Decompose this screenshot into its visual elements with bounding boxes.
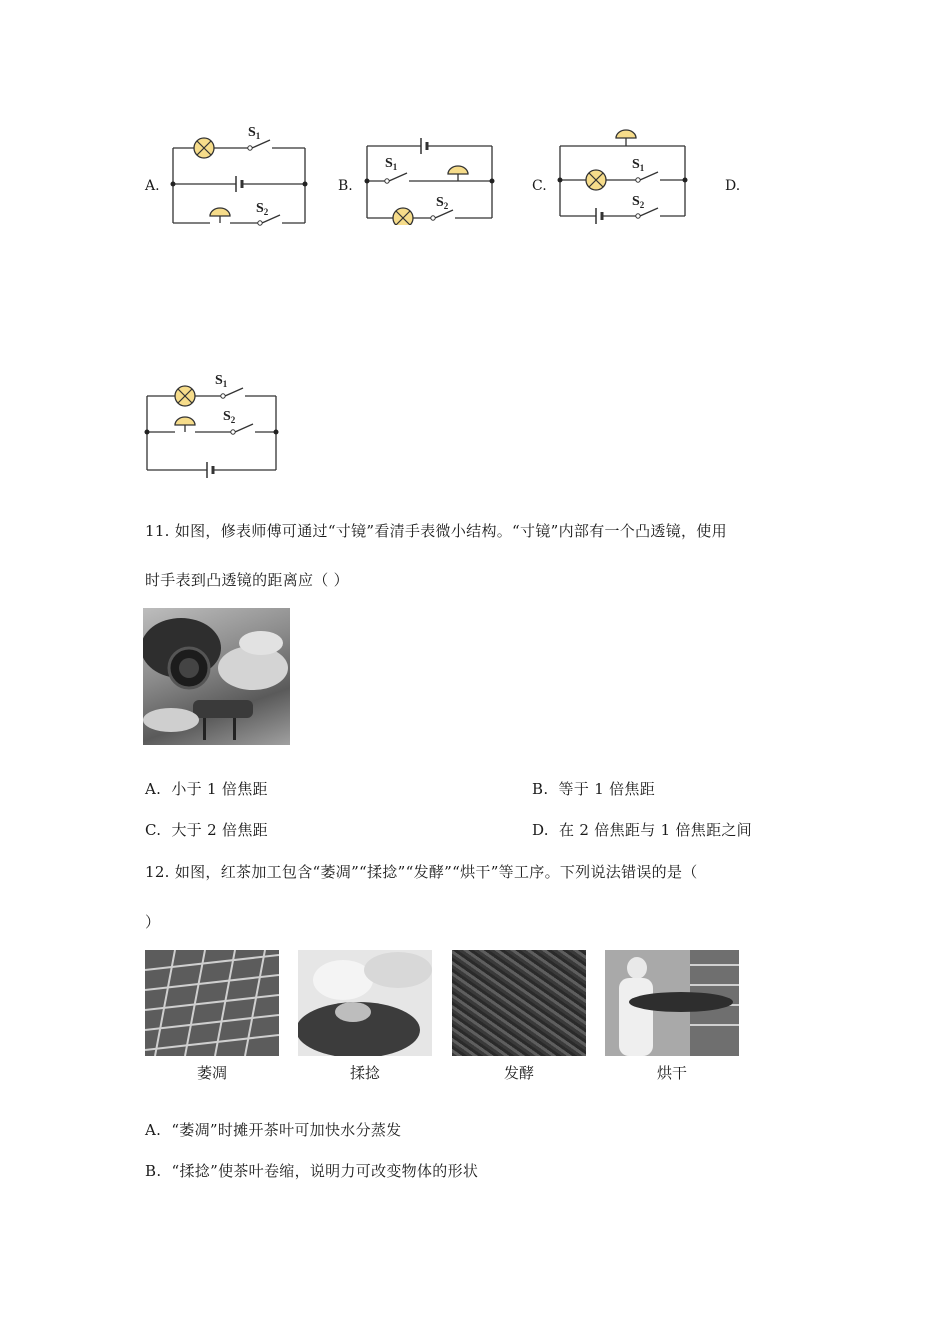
lamp-icon: [586, 170, 606, 190]
q11-option-c[interactable]: [145, 819, 268, 840]
option-label: D.: [532, 821, 549, 839]
q12-stem-line1: 12. 如图，红茶加工包含“萎凋”“揉捻”“发酵”“烘干”等工序。下列说法错误的是（: [145, 863, 698, 881]
svg-text:S2: $S_2$: [256, 201, 269, 217]
option-c-label: C.: [532, 178, 547, 194]
option-text: 等于 1 倍焦距: [558, 780, 656, 798]
q12-stem-line2: ）: [145, 913, 161, 931]
q12-option-a[interactable]: [145, 1119, 401, 1140]
option-text: 在 2 倍焦距与 1 倍焦距之间: [559, 821, 752, 839]
lamp-icon: [194, 138, 214, 158]
option-b-label: B.: [338, 178, 353, 194]
svg-text:S2: $S_2$: [223, 409, 236, 425]
lamp-icon: [175, 386, 195, 406]
watchmaker-photo: [143, 608, 290, 745]
photo-rolling: [298, 950, 432, 1056]
option-text: 大于 2 倍焦距: [171, 821, 268, 839]
svg-text:S1: $S_1$: [385, 156, 398, 172]
photo-withering: [145, 950, 279, 1056]
option-label: A.: [145, 1121, 162, 1139]
svg-text:S1: $S_1$: [248, 125, 261, 141]
photo-fermenting: [452, 950, 586, 1056]
caption-drying: 烘干: [656, 1064, 687, 1082]
circuit-c-diagram: [548, 124, 698, 234]
q11-stem-line1: 11. 如图，修表师傅可通过“寸镜”看清手表微小结构。“寸镜”内部有一个凸透镜，使用: [145, 522, 727, 540]
option-label: B.: [145, 1162, 162, 1180]
option-text: “萎凋”时摊开茶叶可加快水分蒸发: [171, 1121, 402, 1139]
q11-option-d[interactable]: [532, 819, 752, 840]
svg-text:S2: $S_2$: [436, 195, 449, 211]
photo-drying: [605, 950, 739, 1056]
caption-fermenting: 发酵: [503, 1064, 534, 1082]
caption-rolling: 揉捻: [349, 1064, 380, 1082]
bell-icon: [616, 130, 636, 146]
circuit-d-diagram: [135, 368, 290, 483]
bell-icon: [175, 417, 195, 432]
q11-option-b[interactable]: [532, 778, 655, 799]
caption-withering: 萎凋: [196, 1064, 227, 1082]
svg-text:S1: $S_1$: [215, 373, 228, 389]
lamp-icon: [393, 208, 413, 225]
circuit-a-diagram: [160, 118, 320, 233]
bell-icon: [448, 166, 468, 181]
option-text: 小于 1 倍焦距: [171, 780, 268, 798]
q12-option-b[interactable]: [145, 1160, 478, 1181]
option-label: B.: [532, 780, 549, 798]
option-label: A.: [145, 780, 162, 798]
option-text: “揉捻”使茶叶卷缩，说明力可改变物体的形状: [171, 1162, 479, 1180]
q11-option-a[interactable]: [145, 778, 268, 799]
svg-text:S2: $S_2$: [632, 194, 645, 210]
svg-text:S1: $S_1$: [632, 157, 645, 173]
q11-stem-line2: 时手表到凸透镜的距离应（ ）: [145, 571, 349, 589]
option-a-label: A.: [145, 178, 160, 194]
circuit-b-diagram: [355, 130, 505, 225]
option-label: C.: [145, 821, 162, 839]
option-d-label: D.: [725, 178, 741, 194]
bell-icon: [210, 208, 230, 223]
